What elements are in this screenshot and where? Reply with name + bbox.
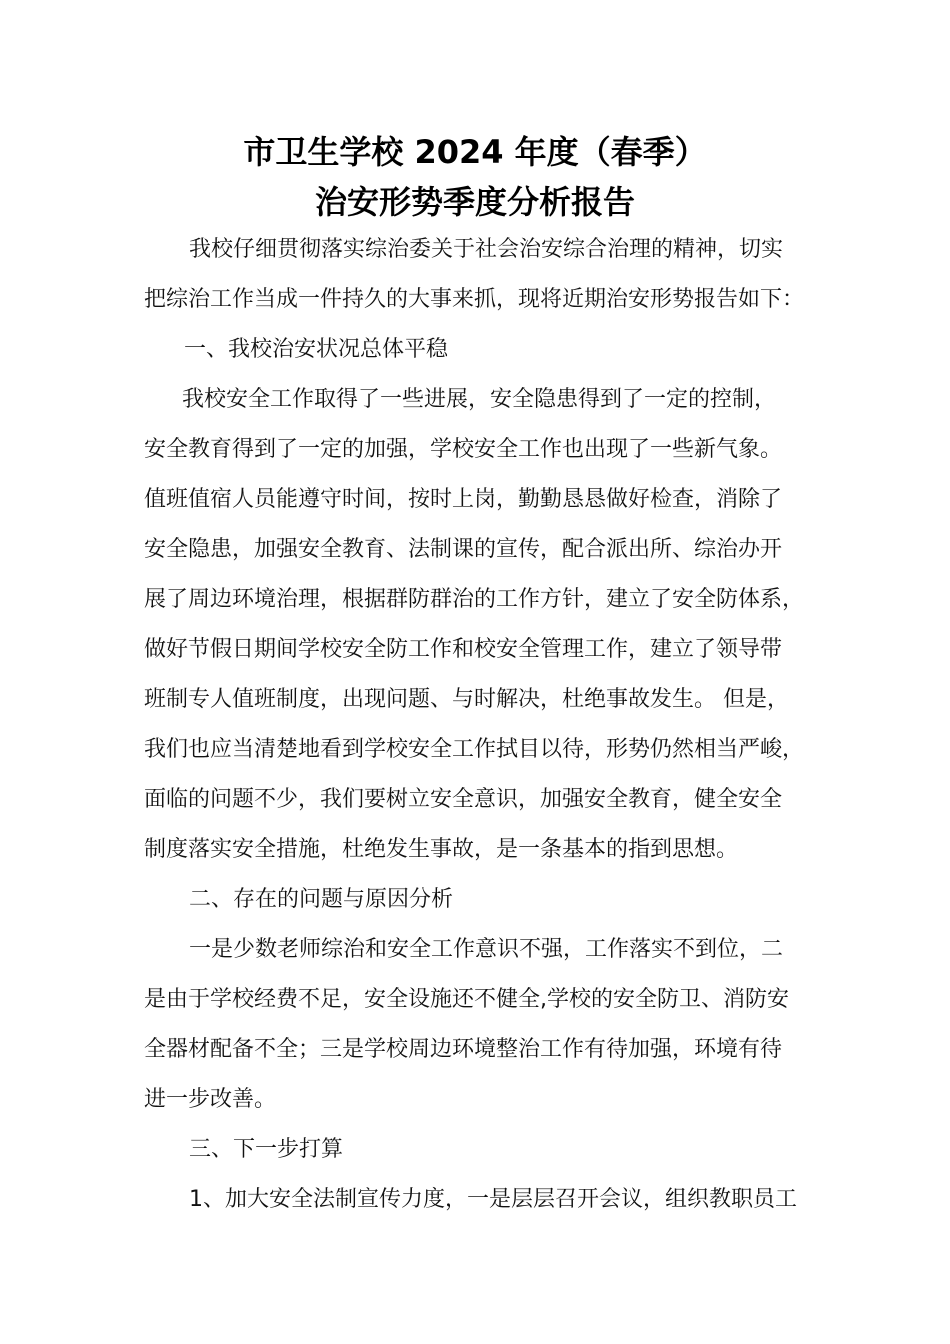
paragraph-line <box>0 730 950 770</box>
paragraph-line <box>0 680 950 720</box>
paragraph-line <box>0 1080 950 1120</box>
paragraph-line <box>0 1180 950 1220</box>
text-line-12: 面临的问题不少，我们要树立安全意识，加强安全教育，健全安全 <box>144 787 783 812</box>
paragraph-line <box>0 530 950 570</box>
document-title-line1: 市卫生学校 2024 年度（春季） <box>243 133 707 171</box>
text-line-20: 1、加大安全法制宣传力度，一是层层召开会议，组织教职员工 <box>189 1187 797 1212</box>
text-line-10: 班制专人值班制度，出现问题、与时解决，杜绝事故发生。 但是， <box>144 687 789 712</box>
text-line-11: 我们也应当清楚地看到学校安全工作拭目以待，形势仍然相当严峻， <box>144 737 805 762</box>
text-line-7: 安全隐患，加强安全教育、法制课的宣传，配合派出所、综治办开 <box>144 537 783 562</box>
text-line-18: 进一步改善。 <box>144 1087 277 1112</box>
paragraph-line <box>0 230 950 270</box>
text-line-1: 我校仔细贯彻落实综治委关于社会治安综合治理的精神，切实 <box>189 237 784 262</box>
text-line-4: 我校安全工作取得了一些进展，安全隐患得到了一定的控制， <box>182 387 777 412</box>
text-line-2: 把综治工作当成一件持久的大事来抓，现将近期治安形势报告如下： <box>144 287 805 312</box>
text-line-6: 值班值宿人员能遵守时间，按时上岗，勤勤恳恳做好检查，消除了 <box>144 487 783 512</box>
paragraph-line <box>0 1030 950 1070</box>
paragraph-line <box>0 380 950 420</box>
text-line-15: 一是少数老师综治和安全工作意识不强，工作落实不到位，二 <box>189 937 784 962</box>
text-line-9: 做好节假日期间学校安全防工作和校安全管理工作，建立了领导带 <box>144 637 783 662</box>
paragraph-line <box>0 280 950 320</box>
text-line-13: 制度落实安全措施，杜绝发生事故，是一条基本的指到思想。 <box>144 837 739 862</box>
paragraph-line <box>0 480 950 520</box>
text-line-17: 全器材配备不全；三是学校周边环境整治工作有待加强，环境有待 <box>144 1037 783 1062</box>
section-heading-1 <box>0 330 950 370</box>
section-heading-3 <box>0 1130 950 1170</box>
text-line-19: 三、下一步打算 <box>189 1137 344 1162</box>
section-heading-2 <box>0 880 950 920</box>
text-line-5: 安全教育得到了一定的加强，学校安全工作也出现了一些新气象。 <box>144 437 783 462</box>
paragraph-line <box>0 430 950 470</box>
paragraph-line <box>0 930 950 970</box>
document-title-line2: 治安形势季度分析报告 <box>314 183 635 221</box>
text-line-3: 一、我校治安状况总体平稳 <box>184 337 449 362</box>
paragraph-line <box>0 830 950 870</box>
text-line-8: 展了周边环境治理，根据群防群治的工作方针，建立了安全防体系， <box>144 587 805 612</box>
text-line-14: 二、存在的问题与原因分析 <box>189 887 454 912</box>
paragraph-line <box>0 630 950 670</box>
paragraph-line <box>0 780 950 820</box>
text-line-16: 是由于学校经费不足，安全设施还不健全,学校的安全防卫、消防安 <box>144 987 789 1012</box>
paragraph-line <box>0 580 950 620</box>
paragraph-line <box>0 980 950 1020</box>
